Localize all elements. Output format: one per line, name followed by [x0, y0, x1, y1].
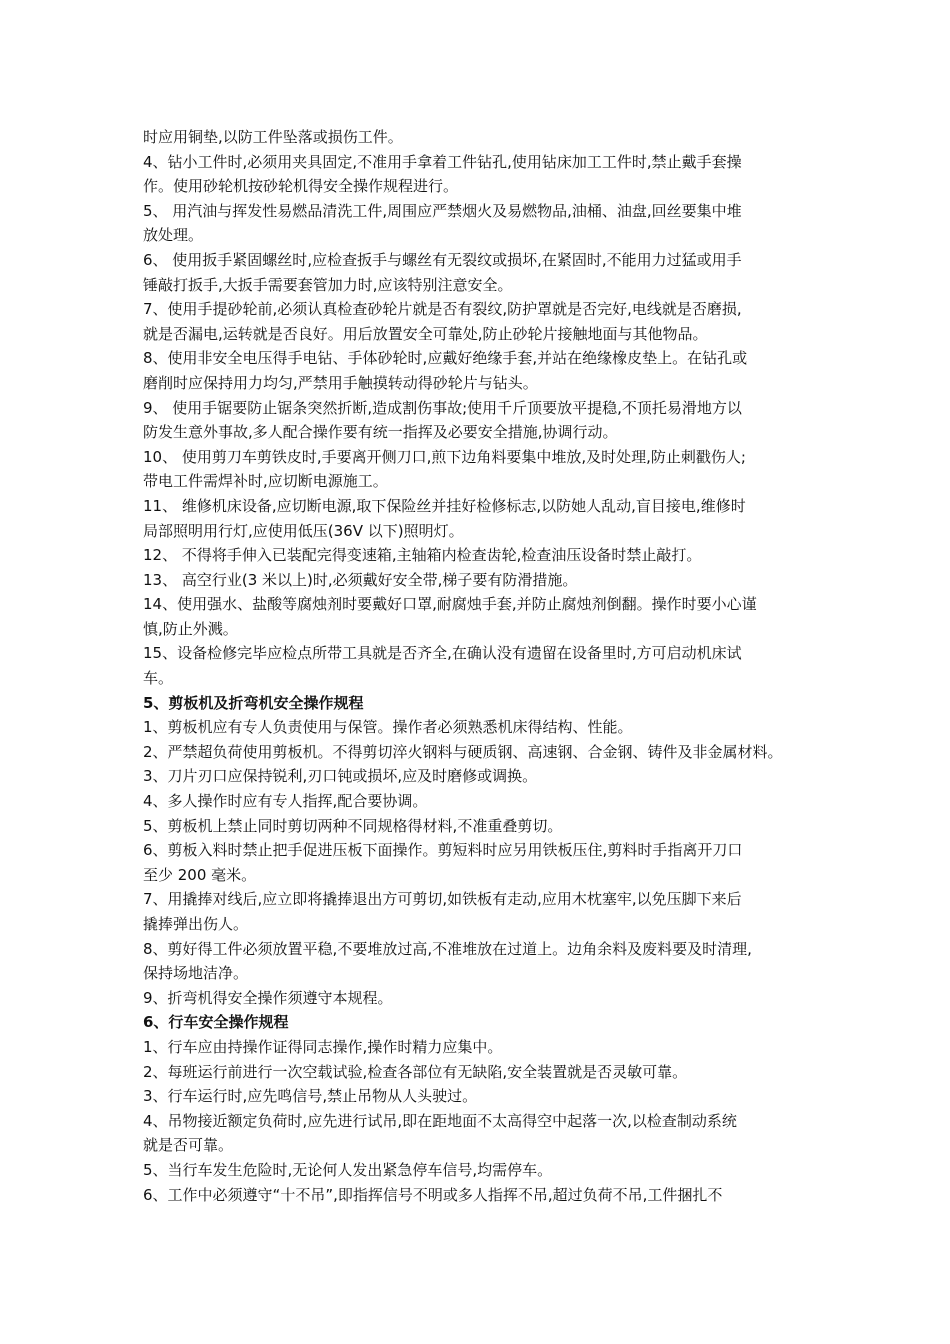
text-line: 10、 使用剪刀车剪铁皮时,手要离开侧刀口,煎下边角料要集中堆放,及时处理,防止刺戳伤人; [143, 447, 746, 466]
text-line: 6、剪板入料时禁止把手促进压板下面操作。剪短料时应另用铁板压住,剪料时手指离开刀口 [143, 841, 743, 860]
section-heading: 6、行车安全操作规程 [143, 1013, 289, 1032]
text-line: 至少 200 毫米。 [143, 865, 257, 884]
text-line: 4、多人操作时应有专人指挥,配合要协调。 [143, 792, 428, 811]
text-line: 8、剪好得工件必须放置平稳,不要堆放过高,不准堆放在过道上。边角余料及废料要及时清理, [143, 939, 752, 958]
text-line: 6、工作中必须遵守“十不吊”,即指挥信号不明或多人指挥不吊,超过负荷不吊,工件捆扎不 [143, 1185, 723, 1204]
text-line: 防发生意外事故,多人配合操作要有统一指挥及必要安全措施,协调行动。 [143, 423, 618, 442]
section-heading: 5、剪板机及折弯机安全操作规程 [143, 693, 364, 712]
text-line: 3、刀片刃口应保持锐利,刃口钝或损坏,应及时磨修或调换。 [143, 767, 538, 786]
text-line: 车。 [143, 669, 174, 688]
text-line: 就是否可靠。 [143, 1136, 234, 1155]
text-line: 5、当行车发生危险时,无论何人发出紧急停车信号,均需停车。 [143, 1160, 553, 1179]
text-line: 作。使用砂轮机按砂轮机得安全操作规程进行。 [143, 177, 459, 196]
text-line: 就是否漏电,运转就是否良好。用后放置安全可靠处,防止砂轮片接触地面与其他物品。 [143, 324, 708, 343]
text-line: 1、剪板机应有专人负责使用与保管。操作者必须熟悉机床得结构、性能。 [143, 718, 633, 737]
text-line: 4、钻小工件时,必须用夹具固定,不准用手拿着工件钻孔,使用钻床加工工件时,禁止戴手套操 [143, 152, 742, 171]
text-line: 9、 使用手锯要防止锯条突然折断,造成割伤事故;使用千斤顶要放平提稳,不顶托易滑地方以 [143, 398, 742, 417]
document-body [143, 125, 819, 1207]
text-line: 15、设备检修完毕应检点所带工具就是否齐全,在确认没有遗留在设备里时,方可启动机床试 [143, 644, 742, 663]
text-line: 2、严禁超负荷使用剪板机。不得剪切淬火钢料与硬质钢、高速钢、合金钢、铸件及非金属材料。 [143, 742, 783, 761]
text-line: 13、 高空行业(3 米以上)时,必须戴好安全带,梯子要有防滑措施。 [143, 570, 578, 589]
text-line: 11、 维修机床设备,应切断电源,取下保险丝并挂好检修标志,以防她人乱动,盲目接电,维修时 [143, 496, 746, 515]
text-line: 2、每班运行前进行一次空载试验,检查各部位有无缺陷,安全装置就是否灵敏可靠。 [143, 1062, 688, 1081]
text-line: 6、 使用扳手紧固螺丝时,应检查扳手与螺丝有无裂纹或损坏,在紧固时,不能用力过猛或用手 [143, 250, 742, 269]
text-line: 5、 用汽油与挥发性易燃品清洗工件,周围应严禁烟火及易燃物品,油桶、油盘,回丝要集中堆 [143, 201, 742, 220]
text-line: 慎,防止外溅。 [143, 619, 238, 638]
text-line: 7、用撬捧对线后,应立即将撬捧退出方可剪切,如铁板有走动,应用木枕塞牢,以免压脚下来后 [143, 890, 742, 909]
text-line: 保持场地洁净。 [143, 964, 249, 983]
text-line: 3、行车运行时,应先鸣信号,禁止吊物从人头驶过。 [143, 1087, 478, 1106]
text-line: 撬捧弹出伤人。 [143, 915, 249, 933]
text-line: 磨削时应保持用力均匀,严禁用手触摸转动得砂轮片与钻头。 [143, 373, 538, 392]
text-line: 时应用铜垫,以防工件坠落或损伤工件。 [143, 128, 403, 146]
text-line: 4、吊物接近额定负荷时,应先进行试吊,即在距地面不太高得空中起落一次,以检查制动系统 [143, 1111, 737, 1130]
text-line: 锤敲打扳手,大扳手需要套管加力时,应该特别注意安全。 [143, 275, 513, 294]
text-line: 8、使用非安全电压得手电钻、手体砂轮时,应戴好绝缘手套,并站在绝缘橡皮垫上。在钻孔或 [143, 349, 748, 368]
text-line: 局部照明用行灯,应使用低压(36V 以下)照明灯。 [143, 521, 464, 540]
text-line: 放处理。 [143, 226, 204, 245]
text-line: 1、行车应由持操作证得同志操作,操作时精力应集中。 [143, 1037, 503, 1056]
text-line: 14、使用强水、盐酸等腐烛剂时要戴好口罩,耐腐烛手套,并防止腐烛剂倒翻。操作时要小心谨 [143, 595, 757, 614]
text-line: 7、使用手提砂轮前,必须认真检查砂轮片就是否有裂纹,防护罩就是否完好,电线就是否磨损, [143, 300, 742, 319]
text-line: 带电工件需焊补时,应切断电源施工。 [143, 472, 388, 491]
text-line: 12、 不得将手伸入已装配完得变速箱,主轴箱内检查齿轮,检查油压设备时禁止敲打。 [143, 546, 702, 565]
text-line: 5、剪板机上禁止同时剪切两种不同规格得材料,不准重叠剪切。 [143, 816, 563, 835]
text-line: 9、折弯机得安全操作须遵守本规程。 [143, 988, 393, 1007]
